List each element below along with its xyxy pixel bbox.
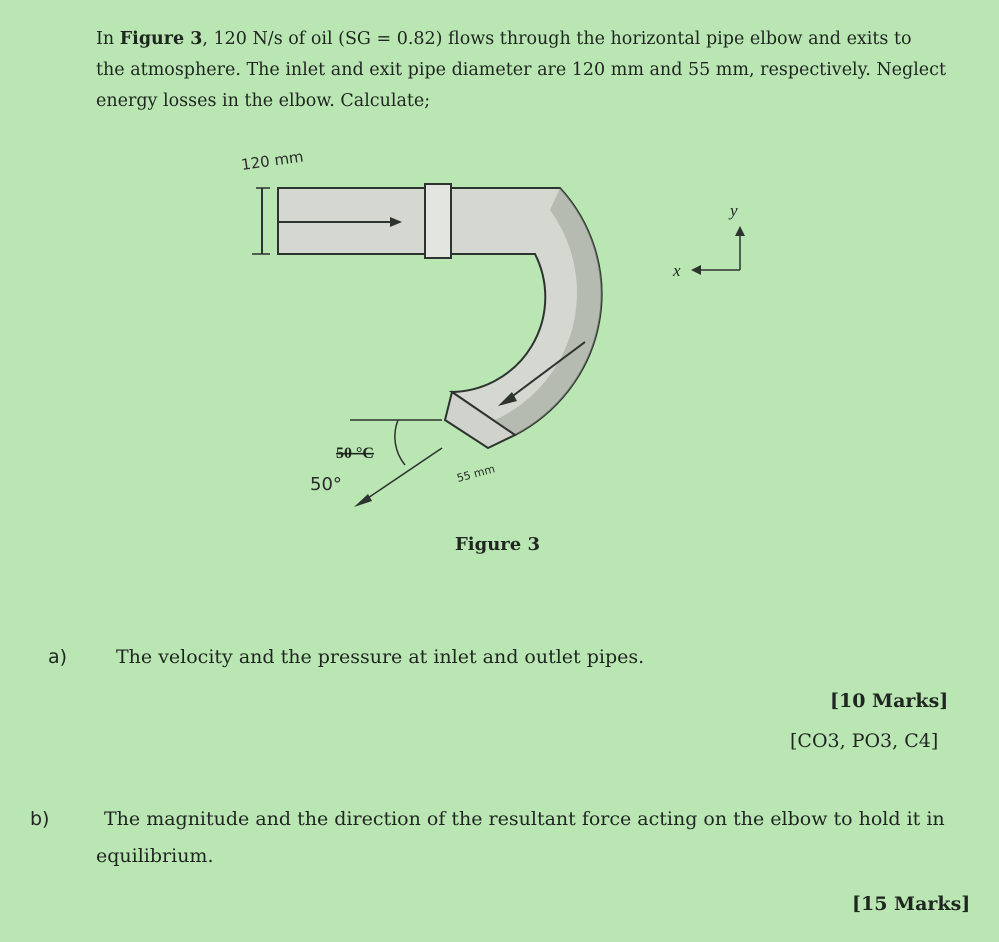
y-axis-arrowhead	[735, 226, 745, 236]
y-axis-label: y	[730, 201, 738, 220]
figure-reference: Figure 3	[119, 29, 203, 49]
x-axis-arrowhead	[691, 265, 701, 275]
pipe-elbow-figure	[230, 130, 790, 530]
figure-caption: Figure 3	[455, 534, 541, 555]
question-a-codes: [CO3, PO3, C4]	[790, 730, 939, 752]
question-b-text-line-2: equilibrium.	[96, 845, 214, 867]
exit-direction-line	[362, 448, 442, 502]
question-a-letter: a)	[48, 646, 68, 668]
outlet-diameter-handwritten: 55 mm	[455, 462, 497, 485]
angle-handwritten-label: 50°	[310, 474, 342, 495]
angle-arc	[395, 420, 405, 465]
statement-line-3: energy losses in the elbow. Calculate;	[96, 91, 431, 111]
question-b-text-line-1: The magnitude and the direction of the resultant force acting on the elbow to hold it in	[104, 808, 945, 830]
statement-line-2: the atmosphere. The inlet and exit pipe diameter are 120 mm and 55 mm, respectively. Neglect	[96, 60, 946, 80]
question-b-letter: b)	[30, 808, 50, 830]
statement-line-1: In Figure 3, 120 N/s of oil (SG = 0.82) flows through the horizontal pipe elbow and exits to	[96, 29, 912, 49]
question-b-marks: [15 Marks]	[852, 893, 971, 915]
angle-printed-label: 50 °C	[336, 445, 374, 462]
question-a-marks: [10 Marks]	[830, 690, 949, 712]
exit-arrowhead	[354, 494, 372, 507]
inlet-diameter-handwritten: 120 mm	[240, 147, 305, 174]
x-axis-label: x	[673, 261, 681, 280]
question-a-text: The velocity and the pressure at inlet and outlet pipes.	[116, 646, 645, 668]
flange	[425, 184, 451, 258]
problem-statement	[96, 24, 946, 117]
